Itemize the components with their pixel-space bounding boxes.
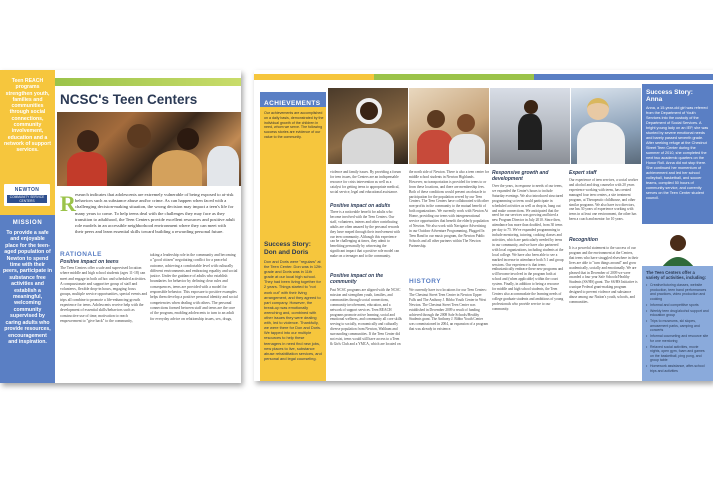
rationale-heading: RATIONALE <box>60 251 102 258</box>
body-column-2: taking a leadership role in the community and becoming a "good citizen" negotiating conflict for a peaceful outcome, achieving a comfortable level with culturally different environments and embracing equality and social justice. Under the guidance of adults who establish boundaries for behavior by defining clear rules and consequences, teens are provided with a model for responsible behavior. This exposure to positive examples helps them develop a positive personal identity and social competencies when dealing with others. The personal connections formed between staff and teens are the core of the program, enabling adolescents to turn to an adult for everyday advice on relationship issues, sex, drugs, <box>150 253 238 321</box>
positive-impact-community-heading: Positive impact on the community <box>330 273 384 285</box>
photo-figure <box>207 146 239 186</box>
history-heading: HISTORY <box>409 278 442 285</box>
mission-text: To provide a safe and enjoyable place for the teen-aged population of Newton to spend time with their peers, participate in substance free activities and establish a meaningful, welcoming community supervised by caring adults who provide resources, encouragement and inspiration. <box>3 230 53 345</box>
teen-photo-4 <box>571 88 641 164</box>
left-page <box>0 70 241 383</box>
logo-line2: COMMUNITY SERVICE CENTERS <box>7 195 47 203</box>
expert-staff-heading: Expert staff <box>569 170 597 176</box>
list-item: • Creative/tutoring classes, website production, teen band performances and practices, video production and cooking <box>646 283 709 301</box>
positive-impact-adults-heading: Positive impact on adults <box>330 203 391 209</box>
color-stripe <box>254 74 713 80</box>
success-story-don-doris <box>260 237 326 381</box>
success-story-anna <box>642 84 713 224</box>
list-item: • Homework assistance, after-school trips and activities <box>646 364 709 373</box>
page-title: NCSC's Teen Centers <box>60 92 198 107</box>
activities-heading: The Teen Centers offer a variety of activities, including: <box>646 270 707 280</box>
anna-text: Anna, a 15-year-old girl was referred from the Department of Youth Services into the custody of the Department of Social Services. A bright young lady on an IEP, she was stunted by severe emotional needs and barely passed seventh grade. After seeking refuge at the Chestnut Street Teen Center during the summer of 2010, she completed the next two academic quarters on the Honor Roll. Anna did not stop there. She continued her momentum of achievement and led her school volleyball, basketball, and soccer teams, compiled 50 hours of community service, and currently serves on the Teen Center student council. <box>646 106 709 200</box>
teen-band-photo <box>57 112 241 186</box>
sidebar-intro-text: Teen REACH programs strengthen youth, families and communities through social connections, community involvement, education and a network of support services. <box>4 78 51 154</box>
success1-heading: Success Story: Don and Doris <box>264 241 311 256</box>
list-item: • Weekly teen drug/alcohol support and education group <box>646 309 709 318</box>
right-page <box>254 70 713 381</box>
achievements-text: Our achievements are accomplished on a daily basis, demonstrated by the individual growth of the children in need, whom we serve. The following success stories are evidence of our value to the community. <box>264 111 324 139</box>
col-b-text: the north side of Newton. There is also a teen center for middle school students in Newton Highlands. However, no transportation is provided for teens to or from these locations, and there are membership fees. Both of these conditions would present an obstacle to participation for the population served by our Teen Centers. The Teen Centers have collaborated with other non-profits in the community to the mutual benefit of both organizations. We currently work with Newton At Home, providing our teens with intergenerational service opportunities that benefit the elderly population of Newton. We also work with Navigator Advertising in our Outdoor Adventure Programming, Plugged In Teen Band in our music program, the Newton Public Schools and all other partners within The Newton Partnership. <box>409 170 489 248</box>
history-text: We currently have two locations for our Teen Centers: The Chestnut Street Teen Center in Newton Upper Falls and The Anthony J. Bibbo Youth Center in West Newton. The Chestnut Street Teen Center was established in December 2009 a result of funding achieved through the 2008 Safe Schools/Healthy Students grant. The Anthony J. Bibbo Youth Center was commissioned in 2004, an expansion of a program that was already in existence. <box>409 288 489 332</box>
col-a-text: violence and family issues. By providing a forum for teen issues, the Centers are an indispensable resource for crisis intervention as well as a catalyst for getting teens to appropriate medical, social service, legal and educational assistance. <box>330 170 402 194</box>
activities-list <box>646 283 709 373</box>
photo-figure <box>77 130 99 152</box>
list-item: • Informal and competitive sports <box>646 303 709 308</box>
intro-paragraph: esearch indicates that adolescents are extremely vulnerable of being exposed to at-risk behaviors such as substance abuse and/or crime. As can happen when faced with a challenging decision-making situation, the wrong decision may impact a teen's life for many years to come. To help teens deal with the challenges they may face as they transition to adulthood, the Teen Centers provide excellent resources and positive adult role models in an accessible neighborhood environment where they can meet with their peers and learn essential skills toward building a rewarding personal future. <box>75 192 235 235</box>
teen-photo-2 <box>409 88 489 164</box>
positive-impact-teens-heading: Positive impact on teens <box>60 259 119 265</box>
achievements-header <box>260 92 326 107</box>
list-item: • Relaxed social activities, movie nights, open gym, foam and games on the basketball, ping pong, and group table <box>646 345 709 363</box>
stripe-label: MAKING THE CASE FOR... <box>63 87 138 93</box>
making-case-stripe <box>55 78 241 93</box>
left-sidebar <box>0 70 55 383</box>
col-a-text2: There is a noticeable benefit for adults who become involved with the Teen Centers. Our staff, volunteers, interns and other contributing adults are often amazed by the personal rewards they have reaped through their involvement with our teen community. Although this experience can be challenging at times, they admit to benefiting personally by witnessing the significant impact that a positive role model can make on a teenager and to the community. <box>330 210 401 259</box>
body-column-1: The Teen Centers offer a safe and supervised location where middle and high school students (ages 11-18) can meet and engage in both ad hoc and scheduled activities. A compassionate and supportive group of staff and volunteers, flexible drop-in hours, engaging focus groups, multiple service opportunities, special events and trips all combine to promote a life-enhancing growth experience for teens. Adolescents receive help with the development of essential skills/behaviors such as constructive use of time, motivation to reach empowerment to "give back" to the community, <box>60 266 148 323</box>
growth-text: Over the years, in response to needs of our teens, we expanded the Center's hours to include Saturday evenings. We also introduced structured programming so teens could participate in scheduled activities as well as drop in, hang out and make connections. We anticipated that the need for our services was growing and hired a new Program Director in July 2010. Since then, attendance has more than doubled, from 30 teens per day to 75. We've expanded programming to include mentoring, tutoring, cooking classes and activities, which are particularly needed by teens in our community, and we have also partnered with local organizations, including students at the local college. We have also been able to see a marked increase in attendance both 5:1 and group sessions. Our experience is that teens enthusiastically embrace these new programs and will become involved in the program both at school and (when applicable) within the court system. Finally, in addition to being a resource for middle and high school students, the Teen Centers also accommodate the learning needs of college graduate students and ambitious of young professionals who provide service to our community. <box>492 184 564 311</box>
achievements-heading: ACHIEVEMENTS <box>264 100 321 107</box>
expert-staff-text: Our experience of teen services, a social worker and alcohol and drug counselor with 20 years experience working with teens, has created managed four teen centers, a site treatment program, at Therapeutic childhouse, and other similar programs. We also have two directors, one has 30 years of experience working with teens in at least one environment, the other has been a coach and mentor for 10 years. <box>569 178 639 222</box>
teen-photo-3 <box>490 88 570 164</box>
drop-cap: R <box>60 191 76 216</box>
achievements-panel <box>260 92 326 237</box>
mission-heading: MISSION <box>12 220 43 226</box>
photo-figure <box>152 150 202 186</box>
photo-figure <box>127 124 151 148</box>
success1-text: Don and Doris were "regulars" at the Teen Center. Don was in 12th grade and Doris was in 11th grade at our local high school. They had been living together for 2 years. Things started to "not work out" with their living arrangement, and they agreed to part company. However, the break-up was emotionally wrenching and, combined with other issues they were dealing with, led to violence. Thankfully, we were there for Don and Doris. We tapped into our multiple resources to help these teenagers in need find new jobs, new places to live, substance abuse rehabilitation services, and personal and legal counseling. <box>264 259 322 361</box>
activities-panel <box>642 266 713 381</box>
anna-heading: Success Story: Anna <box>646 89 693 103</box>
photo-figure <box>67 152 107 186</box>
growth-heading: Responsive growth and development <box>492 170 549 182</box>
mission-panel <box>0 215 55 383</box>
recognition-heading: Recognition <box>569 237 598 243</box>
logo-line1: NEWTON <box>14 187 40 193</box>
list-item: • Trips to museums, ski slopes, amusement parks, camping and concerts <box>646 319 709 333</box>
photo-figure <box>177 128 199 150</box>
teen-boy-photo <box>652 233 704 267</box>
newton-logo <box>4 184 50 206</box>
list-item: • Informal counseling and resource site for one mentoring <box>646 334 709 343</box>
col-a-text3: Past NCSC programs are aligned with the NCSC mission and strengthen youth, families, and communities through social connections, community involvement, education, and a network of support services. Teen REACH programs promote active learning, social and emotional wellness, and community all core skills serving to socially, economically and culturally diverse population from Newton, Waltham and surrounding communities. If the Teen Center did not exist, teens would still have access to a Teen & Girls Club and a YMCA, which are located on <box>330 288 402 346</box>
teen-photo-1 <box>328 88 408 164</box>
recognition-text: It is a powerful statement to the success of our program and the environment at the Centers, that teens who have struggled elsewhere in their lives are able to "turn things around" and grow academically, socially and emotionally. We are pleased that in December of 2009 we were awarded a four year Safe Schools/Healthy Students (SS/HS) grant. The SS/HS Initiative is a unique Federal grant-making program designed to prevent violence and substance abuse among our Nation's youth, schools, and communities. <box>569 246 639 304</box>
